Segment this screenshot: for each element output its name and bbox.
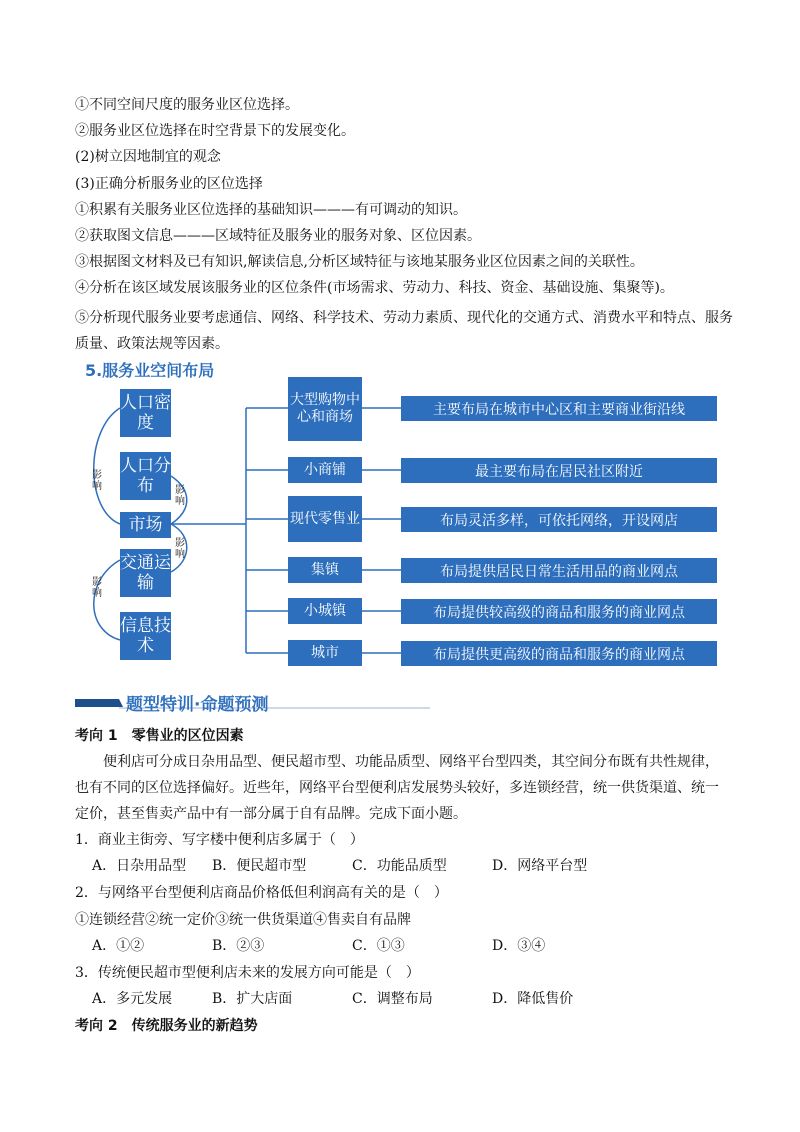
- factor-information-tech: 信息技术: [120, 612, 171, 660]
- question-items: ①连锁经营②统一定价③统一供货渠道④售卖自有品牌: [75, 912, 411, 928]
- layout-description: 布局灵活多样，可依托网络，开设网店: [401, 507, 717, 532]
- text-line: ⑤分析现代服务业要考虑通信、网络、科学技术、劳动力素质、现代化的交通方式、消费水平和特点、服务质量、政策法规等因素。: [75, 310, 733, 352]
- layout-description: 主要布局在城市中心区和主要商业街沿线: [401, 396, 717, 421]
- text-line: ③根据图文材料及已有知识,解读信息,分析区域特征与该地某服务业区位因素之间的关联性。: [75, 254, 644, 270]
- influence-label: 影响: [175, 538, 185, 560]
- type-city: 城市: [288, 640, 362, 666]
- option-d[interactable]: D．网络平台型: [492, 858, 588, 874]
- diagram-title: 5.服务业空间布局: [85, 361, 215, 380]
- layout-description: 布局提供居民日常生活用品的商业网点: [401, 558, 717, 583]
- option-d[interactable]: D．降低售价: [492, 991, 574, 1007]
- option-c[interactable]: C．调整布局: [352, 991, 433, 1007]
- factor-transport: 交通运输: [120, 549, 171, 597]
- option-d[interactable]: D．③④: [492, 938, 546, 954]
- option-c[interactable]: C．①③: [352, 938, 405, 954]
- type-shopping-mall: 大型购物中心和商场: [288, 377, 362, 441]
- text-line: ①积累有关服务业区位选择的基础知识———有可调动的知识。: [75, 202, 467, 218]
- passage: 便利店可分成日杂用品型、便民超市型、功能品质型、网络平台型四类，其空间分布既有共性规律，也有不同的区位选择偏好。近些年，网络平台型便利店发展势头较好，多连锁经营，统一供货渠道、统一定价，甚至售卖产品中有一部分属于自有品牌。完成下面小题。: [75, 754, 719, 822]
- text-line: ②获取图文信息———区域特征及服务业的服务对象、区位因素。: [75, 228, 481, 244]
- type-market-town: 集镇: [288, 557, 362, 583]
- option-b[interactable]: B．②③: [212, 938, 265, 954]
- influence-label: 影响: [175, 485, 185, 507]
- factor-population-distribution: 人口分布: [120, 452, 171, 500]
- type-modern-retail: 现代零售业: [288, 496, 362, 542]
- influence-label: 影响: [92, 577, 102, 599]
- text-line: ④分析在该区域发展该服务业的区位条件(市场需求、劳动力、科技、资金、基础设施、集聚等)。: [75, 280, 674, 296]
- layout-description: 布局提供较高级的商品和服务的商业网点: [401, 599, 717, 624]
- type-small-shop: 小商铺: [288, 457, 362, 483]
- factor-population-density: 人口密度: [120, 389, 171, 437]
- layout-description: 布局提供更高级的商品和服务的商业网点: [401, 641, 717, 666]
- layout-description: 最主要布局在居民社区附近: [401, 458, 717, 483]
- factor-market: 市场: [120, 512, 171, 538]
- question-stem: 1．商业主街旁、写字楼中便利店多属于（ ）: [75, 832, 364, 848]
- direction-heading: 考向 1 零售业的区位因素: [75, 728, 244, 744]
- section-header-title: 题型特训·命题预测: [126, 695, 269, 715]
- option-c[interactable]: C．功能品质型: [352, 858, 447, 874]
- option-b[interactable]: B．扩大店面: [212, 991, 293, 1007]
- option-b[interactable]: B．便民超市型: [212, 858, 307, 874]
- option-a[interactable]: A．①②: [92, 938, 145, 954]
- question-stem: 2．与网络平台型便利店商品价格低但利润高有关的是（ ）: [75, 885, 448, 901]
- direction-heading: 考向 2 传统服务业的新趋势: [75, 1018, 258, 1034]
- influence-label: 影响: [92, 470, 102, 492]
- type-small-town: 小城镇: [288, 598, 362, 624]
- option-a[interactable]: A．多元发展: [92, 991, 173, 1007]
- text-line: ①不同空间尺度的服务业区位选择。: [75, 97, 299, 113]
- text-line: (3)正确分析服务业的区位选择: [75, 176, 263, 192]
- text-line: ②服务业区位选择在时空背景下的发展变化。: [75, 123, 355, 139]
- option-a[interactable]: A．日杂用品型: [92, 858, 187, 874]
- question-stem: 3．传统便民超市型便利店未来的发展方向可能是（ ）: [75, 965, 420, 981]
- text-line: (2)树立因地制宜的观念: [75, 149, 221, 165]
